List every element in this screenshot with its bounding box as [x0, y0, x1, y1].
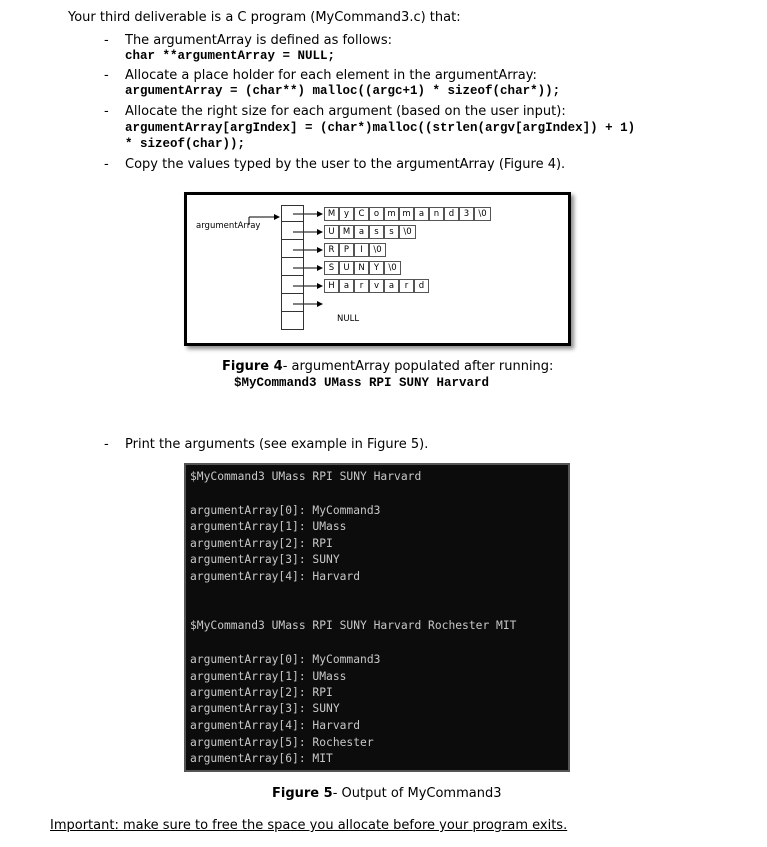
array-char-cell: y: [339, 207, 354, 221]
bullet-dash: -: [104, 437, 109, 452]
terminal-line: argumentArray[0]: MyCommand3: [190, 504, 381, 517]
array-char-cell: C: [354, 207, 369, 221]
array-char-cell: N: [354, 261, 369, 275]
array-char-cell: r: [354, 279, 369, 293]
array-char-cell: M: [324, 207, 339, 221]
terminal-line: argumentArray[3]: SUNY: [190, 702, 340, 715]
figure-4-caption-label: Figure 4: [222, 359, 283, 374]
array-char-cell: d: [414, 279, 429, 293]
array-char-cell: P: [339, 243, 354, 257]
figure-4-caption-command: $MyCommand3 UMass RPI SUNY Harvard: [234, 376, 490, 390]
bullet-dash: -: [104, 68, 109, 83]
array-char-cell: H: [324, 279, 339, 293]
figure-5-caption: [272, 786, 501, 802]
figure-4-caption: [222, 359, 553, 375]
array-char-cell: S: [324, 261, 339, 275]
terminal-line: $MyCommand3 UMass RPI SUNY Harvard: [190, 470, 422, 483]
terminal-line: argumentArray[6]: MIT: [190, 752, 333, 765]
bullet-1-code: char **argumentArray = NULL;: [125, 49, 336, 63]
terminal-line: argumentArray[1]: UMass: [190, 520, 347, 533]
array-char-cell: v: [369, 279, 384, 293]
bullet-2-code: argumentArray = (char**) malloc((argc+1) * sizeof(char*));: [125, 84, 561, 98]
null-label: NULL: [337, 314, 360, 324]
array-char-cell: \0: [399, 225, 416, 239]
figure-4-diagram: [184, 192, 571, 346]
array-char-cell: Y: [369, 261, 384, 275]
important-note: Important: make sure to free the space you allocate before your program exits.: [50, 818, 568, 833]
array-char-cell: m: [384, 207, 399, 221]
array-char-cell: o: [369, 207, 384, 221]
array-char-cell: M: [339, 225, 354, 239]
array-char-cell: r: [399, 279, 414, 293]
array-char-cell: 3: [459, 207, 474, 221]
array-char-cell: I: [354, 243, 369, 257]
array-char-cell: s: [369, 225, 384, 239]
terminal-line: argumentArray[0]: MyCommand3: [190, 653, 381, 666]
bullet-1-text: The argumentArray is defined as follows:: [125, 33, 392, 48]
bullet-2-text: Allocate a place holder for each element in the argumentArray:: [125, 68, 537, 83]
terminal-line: $MyCommand3 UMass RPI SUNY Harvard Rochester MIT: [190, 619, 517, 632]
array-char-cell: a: [354, 225, 369, 239]
array-char-cell: m: [399, 207, 414, 221]
bullet-dash: -: [104, 104, 109, 119]
terminal-line: argumentArray[2]: RPI: [190, 686, 333, 699]
terminal-line: argumentArray[2]: RPI: [190, 537, 333, 550]
pointer-column: [281, 205, 304, 330]
figure-5-caption-label: Figure 5: [272, 786, 333, 801]
bullet-5-text: Print the arguments (see example in Figure 5).: [125, 437, 429, 452]
array-char-cell: \0: [384, 261, 401, 275]
array-char-cell: a: [414, 207, 429, 221]
array-char-cell: d: [444, 207, 459, 221]
intro-text: Your third deliverable is a C program (MyCommand3.c) that:: [68, 10, 461, 25]
bullet-4-text: Copy the values typed by the user to the argumentArray (Figure 4).: [125, 157, 566, 172]
bullet-3-code-line-2: * sizeof(char));: [125, 137, 246, 151]
array-char-cell: \0: [369, 243, 386, 257]
array-char-cell: \0: [474, 207, 491, 221]
argument-array-label: argumentArray: [196, 221, 261, 231]
terminal-line: argumentArray[3]: SUNY: [190, 553, 340, 566]
array-char-cell: n: [429, 207, 444, 221]
array-char-cell: s: [384, 225, 399, 239]
figure-4-caption-text: - argumentArray populated after running:: [282, 359, 554, 374]
bullet-dash: -: [104, 33, 109, 48]
array-char-cell: a: [384, 279, 399, 293]
terminal-line: argumentArray[4]: Harvard: [190, 719, 361, 732]
bullet-dash: -: [104, 157, 109, 172]
terminal-window: [184, 463, 570, 772]
array-char-cell: U: [339, 261, 354, 275]
terminal-line: argumentArray[4]: Harvard: [190, 570, 361, 583]
array-char-cell: U: [324, 225, 339, 239]
figure-5-caption-text: - Output of MyCommand3: [332, 786, 502, 801]
array-char-cell: R: [324, 243, 339, 257]
bullet-3-text: Allocate the right size for each argument (based on the user input):: [125, 104, 566, 119]
array-char-cell: a: [339, 279, 354, 293]
terminal-line: argumentArray[1]: UMass: [190, 670, 347, 683]
bullet-3-code-line-1: argumentArray[argIndex] = (char*)malloc((strlen(argv[argIndex]) + 1): [125, 121, 636, 135]
terminal-line: argumentArray[5]: Rochester: [190, 736, 374, 749]
